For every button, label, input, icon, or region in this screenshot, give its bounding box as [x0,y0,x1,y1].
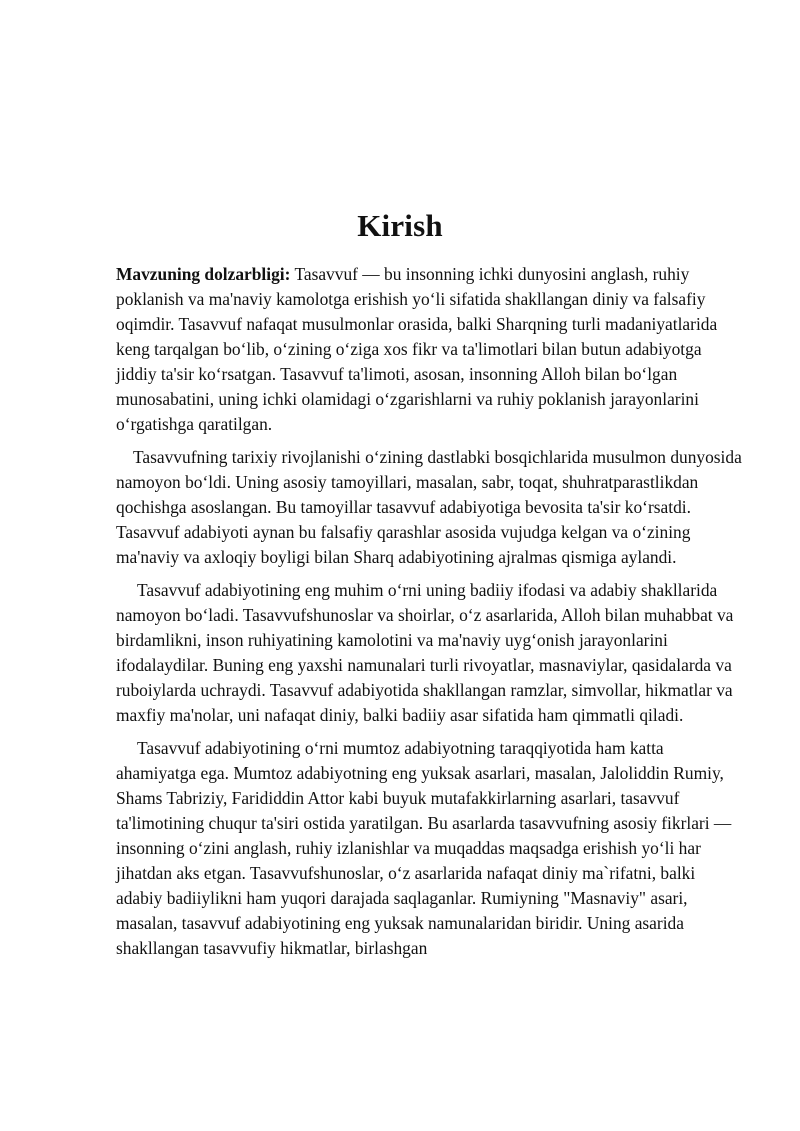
document-body [116,262,743,969]
paragraph-history: Tasavvufning tarixiy rivojlanishi o‘zining dastlabki bosqichlarida musulmon dunyosida namoyon bo‘ldi. Uning asosiy tamoyillari, masalan, sabr, toqat, shuhratparastlikdan qochishga asoslangan. Bu tamoyillar tasavvuf adabiyotiga bevosita ta'sir ko‘rsatdi. Tasavvuf adabiyoti aynan bu falsafiy qarashlar asosida vujudga kelgan va o‘zining ma'naviy va axloqiy boyligi bilan Sharq adabiyotining ajralmas qismiga aylandi. [116,447,742,567]
paragraph-text: Tasavvuf — bu insonning ichki dunyosini anglash, ruhiy poklanish va ma'naviy kamolotga erishish yo‘li sifatida shakllangan diniy va falsafiy oqimdir. Tasavvuf nafaqat musulmonlar orasida, balki Sharqning turli madaniyatlarida keng tarqalgan bo‘lib, o‘zining o‘ziga xos fikr va ta'limotlari bilan butun adabiyotga jiddiy ta'sir ko‘rsatgan. Tasavvuf ta'limoti, asosan, insonning Alloh bilan bo‘lgan munosabatini, uning ichki olamidagi o‘zgarishlarni va ruhiy poklanish jarayonlarini o‘rgatishga qaratilgan. [116,264,718,434]
paragraph-lead-label: Mavzuning dolzarbligi: [116,264,291,284]
paragraph-classical-literature: Tasavvuf adabiyotining o‘rni mumtoz adabiyotning taraqqiyotida ham katta ahamiyatga ega. Mumtoz adabiyotning eng yuksak asarlari, masalan, Jaloliddin Rumiy, Shams Tabriziy, Farididdin Attor kabi buyuk mutafakkirlarning asarlari, tasavvuf ta'limotining chuqur ta'siri ostida yaratilgan. Bu asarlarda tasavvufning asosiy fikrlari — insonning o‘zini anglash, ruhiy izlanishlar va muqaddas maqsadga erishish yo‘li har jihatdan aks etgan. Tasavvufshunoslar, o‘z asarlarida nafaqat diniy ma`rifatni, balki adabiy badiiylikni ham yuqori darajada saqlaganlar. Rumiyning "Masnaviy" asari, masalan, tasavvuf adabiyotining eng yuksak namunalaridan biridir. Uning asarida shakllangan tasavvufiy hikmatlar, birlashgan [116,738,732,958]
page-title: Kirish [357,208,443,243]
paragraph-artistic-expression: Tasavvuf adabiyotining eng muhim o‘rni uning badiiy ifodasi va adabiy shakllarida namoyon bo‘ladi. Tasavvufshunoslar va shoirlar, o‘z asarlarida, Alloh bilan muhabbat va birdamlikni, inson ruhiyatining kamolotini va ma'naviy uyg‘onish jarayonlarini ifodalaydilar. Buning eng yaxshi namunalari turli rivoyatlar, masnaviylar, qasidalarda va ruboiylarda uchraydi. Tasavvuf adabiyotida shakllangan ramzlar, simvollar, hikmatlar va maxfiy ma'nolar, uni nafaqat diniy, balki badiiy asar sifatida ham qimmatli qiladi. [116,580,734,725]
paragraph-relevance [116,262,743,437]
